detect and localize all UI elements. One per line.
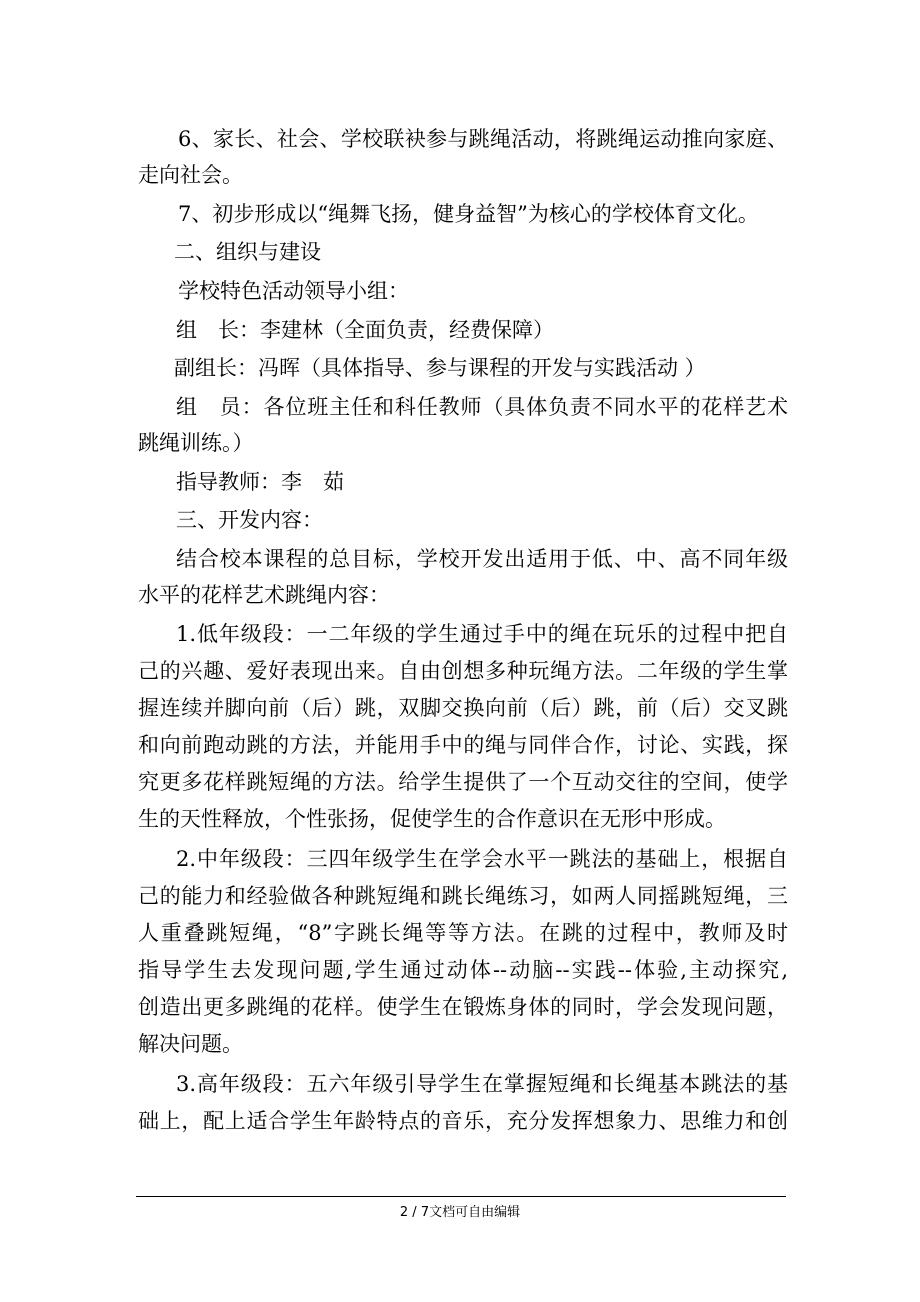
- members-line-2: 跳绳训练。）: [138, 431, 254, 455]
- low-grade-line-2: 己的兴趣、爱好表现出来。自由创想多种玩绳方法。二年级的学生掌: [138, 659, 788, 683]
- low-grade-line-1: 1.低年级段：一二年级的学生通过手中的绳在玩乐的过程中把自: [176, 622, 788, 646]
- mid-grade-line-2: 己的能力和经验做各种跳短绳和跳长绳练习，如两人同摇跳短绳，三: [138, 884, 788, 908]
- intro-line-1: 结合校本课程的总目标，学校开发出适用于低、中、高不同年级: [176, 547, 788, 571]
- mid-grade-line-6: 解决问题。: [138, 1032, 243, 1056]
- low-grade-line-4: 和向前跑动跳的方法，并能用手中的绳与同伴合作，讨论、实践，探: [138, 733, 788, 757]
- leader-group-title: 学校特色活动领导小组：: [178, 279, 409, 303]
- low-grade-line-3: 握连续并脚向前（后）跳，双脚交换向前（后）跳，前（后）交叉跳: [138, 696, 788, 720]
- mid-grade-line-4: 指导学生去发现问题,学生通过动体--动脑--实践--体验,主动探究,: [138, 958, 788, 982]
- instructor-line: 指导教师：李 茹: [176, 470, 344, 494]
- paragraph-6-line-1: 6、家长、社会、学校联袂参与跳绳活动，将跳绳运动推向家庭、: [178, 127, 788, 151]
- high-grade-line-2: 础上，配上适合学生年龄特点的音乐，充分发挥想象力、思维力和创: [138, 1109, 788, 1133]
- members-line-1: 组 员：各位班主任和科任教师（具体负责不同水平的花样艺术: [176, 395, 788, 419]
- footer-divider: [136, 1196, 786, 1197]
- intro-line-2: 水平的花样艺术跳绳内容：: [138, 583, 390, 607]
- low-grade-line-5: 究更多花样跳短绳的方法。给学生提供了一个互动交往的空间，使学: [138, 770, 788, 794]
- mid-grade-line-5: 创造出更多跳绳的花样。使学生在锻炼身体的同时，学会发现问题，: [138, 995, 788, 1019]
- low-grade-line-6: 生的天性释放，个性张扬，促使学生的合作意识在无形中形成。: [138, 807, 726, 831]
- paragraph-6-line-2: 走向社会。: [138, 163, 243, 187]
- page-footer: 2 / 7文档可自由编辑: [399, 1205, 521, 1220]
- deputy-leader-line: 副组长：冯晖（具体指导、参与课程的开发与实践活动 ）: [174, 356, 706, 380]
- paragraph-7: 7、初步形成以“绳舞飞扬，健身益智”为核心的学校体育文化。: [178, 202, 759, 226]
- section-2-heading: 二、组织与建设: [174, 240, 321, 264]
- mid-grade-line-1: 2.中年级段：三四年级学生在学会水平一跳法的基础上，根据自: [176, 847, 788, 871]
- mid-grade-line-3: 人重叠跳短绳，“8”字跳长绳等等方法。在跳的过程中，教师及时: [138, 921, 788, 945]
- section-3-heading: 三、开发内容：: [176, 508, 323, 532]
- leader-line: 组 长：李建林（全面负责，经费保障）: [176, 318, 554, 342]
- high-grade-line-1: 3.高年级段：五六年级引导学生在掌握短绳和长绳基本跳法的基: [176, 1072, 788, 1096]
